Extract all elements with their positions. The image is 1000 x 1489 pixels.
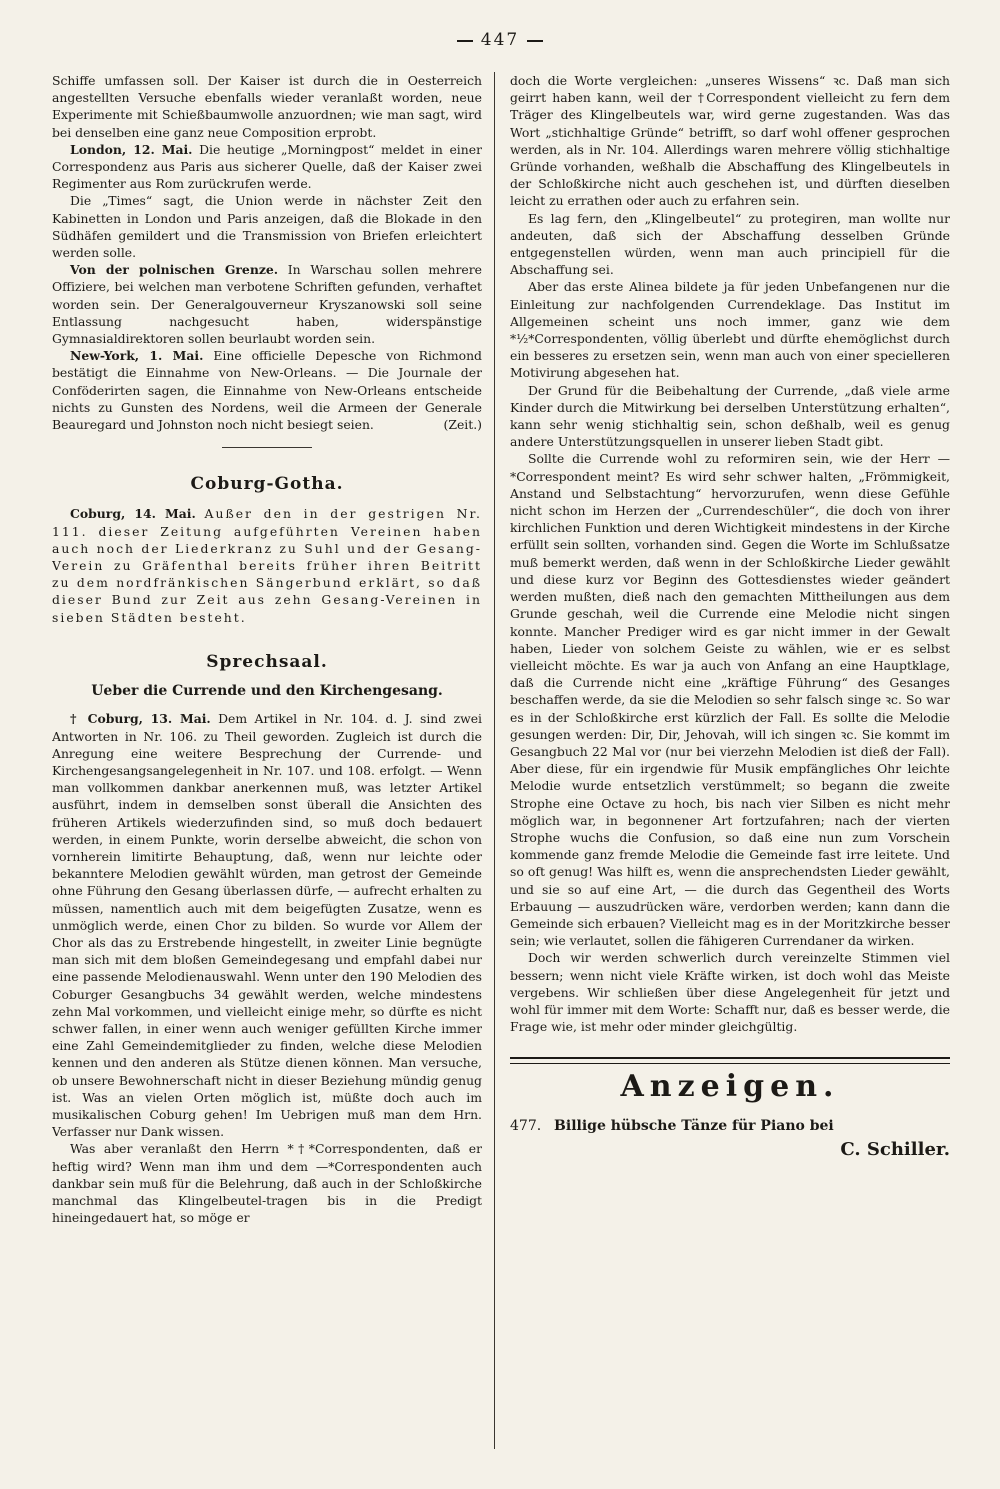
news-text: Die „Times“ sagt, die Union werde in nächster Zeit den Kabinetten in London und Paris anzeigen, daß die Blokade in den Südhäfen gemildert und die Transmission von Briefen erleichtert werden solle. <box>52 193 482 261</box>
news-text: Schiffe umfassen soll. Der Kaiser ist durch die in Oesterreich angestellten Versuche ebenfalls wieder veranlaßt worden, neue Experimente mit Schießbaumwolle anzuordnen; wie man sagt, wird bei denselben eine ganz neue Composition erprobt. <box>52 73 482 140</box>
right-column <box>510 72 950 1449</box>
sprechsaal-paragraph-1 <box>52 1140 482 1226</box>
news-item-1 <box>52 141 482 193</box>
ads-rule-thick <box>510 1057 950 1059</box>
page-number-text: 447 <box>480 30 520 50</box>
page-number-dash-left <box>457 40 473 42</box>
page-number <box>0 30 1000 50</box>
news-text: Die heutige „Morningpost“ meldet in einer Correspondenz aus Paris aus sicherer Quelle, daß der Kaiser zwei Regimenter aus Rom zurückrufen werde. <box>52 141 482 192</box>
news-dateline: Von der polnischen Grenze. <box>70 262 279 278</box>
news-text: In Warschau sollen mehrere Offiziere, bei welchen man verbotene Schriften gefunden, verhaftet worden sein. Der Generalgouverneur Kryszanowski soll seine Entlassung nachgesucht haben, widerspänstige Gymnasialdirektoren sollen beurlaubt worden sein. <box>52 262 482 347</box>
ad-text: Billige hübsche Tänze für Piano bei <box>554 1117 834 1134</box>
sprechsaal-text: Dem Artikel in Nr. 104. d. J. sind zwei Antworten in Nr. 106. zu Theil geworden. Zugleich ist durch die Anregung eine weitere Besprechung der Currende- und Kirchengesangsangelegenheit in Nr. 107. und 108. erfolgt. — Wenn man vollkommen dankbar anerkennen muß, was letzter Artikel ausführt, indem in demselben sonst überall die Ansichten des früheren Artikels wiederzufinden sind, so muß doch bedauert werden, in einem Punkte, worin derselbe abweicht, die schon von vornherein limitirte Behauptung, daß, wenn nur leichte oder bekanntere Melodien gewählt würden, man getrost der Gemeinde ohne Führung den Gesang überlassen dürfe, — aufrecht erhalten zu müssen, namentlich auch mit dem beigefügten Zusatze, wenn es unmöglich werde, einen Chor zu bilden. So wurde vor Allem der Chor als das zu Erstrebende hingestellt, in zweiter Linie begnügte man sich mit dem bloßen Gemeindegesang und empfahl dabei nur eine passende Melodienauswahl. Wenn unter den 190 Melodien des Coburger Gesangbuchs 34 gewählt werden, welche mindestens zehn Mal vorkommen, und vielleicht einige mehr, so dürfte es nicht schwer fallen, in einer wenn auch weniger gefüllten Kirche immer eine Zahl Gemeindemitglieder zu finden, welche diese Melodien kennen und den anderen als Stütze dienen können. Man versuche, ob unsere Bewohnerschaft nicht in dieser Beziehung mündig genug ist. Was an vielen Orten möglich ist, müßte doch auch im musikalischen Coburg gehen! Im Uebrigen muß man dem Hrn. Verfasser nur Dank wissen. <box>52 711 482 1140</box>
ad-number: 477. <box>510 1117 542 1134</box>
page-number-dash-right <box>527 40 543 42</box>
right-paragraph-1: Es lag fern, den „Klingelbeutel“ zu protegiren, man wollte nur andeuten, daß sich der Abschaffung desselben Gründe entgegenstellen würden, wenn man auch principiell für die Abschaffung sei. <box>510 210 950 278</box>
ads-title: Anzeigen. <box>620 1069 840 1105</box>
column-divider <box>494 72 495 1449</box>
coburg-text: Außer den in der gestrigen Nr. 111. dieser Zeitung aufgeführten Vereinen haben auch noch der Liederkranz zu Suhl und der Gesang-Verein zu Gräfenthal bereits früher ihren Beitritt zu dem nordfränkischen Sängerbund erklärt, so daß dieser Bund zur Zeit aus zehn Gesang-Vereinen in sieben Städten besteht. <box>52 506 482 625</box>
coburg-dateline: Coburg, 14. Mai. <box>70 506 196 522</box>
section-title-sprechsaal: Sprechsaal. <box>206 651 328 672</box>
section-divider <box>222 447 312 448</box>
sprechsaal-text: Was aber veranlaßt den Herrn *†*Correspondenten, daß er heftig wird? Wenn man ihm und dem —*Correspondenten auch dankbar sein muß für die Belehrung, daß auch in der Schloßkirche manchmal das Klingelbeutel-tragen bis in die Predigt hineingedauert hat, so möge er <box>52 1141 482 1226</box>
news-source: (Zeit.) <box>443 417 482 433</box>
news-item-3 <box>52 261 482 347</box>
sprechsaal-subtitle: Ueber die Currende und den Kirchengesang. <box>91 683 443 700</box>
right-paragraph-2: Aber das erste Alinea bildete ja für jeden Unbefangenen nur die Einleitung zur nachfolgenden Currendeklage. Das Institut im Allgemeinen scheint uns noch immer, ganz wie dem *½*Correspondenten, völlig überlebt und dürfte ehemöglichst durch ein besseres zu ersetzen sein, wenn man auch von einer specielleren Motivirung abgesehen hat. <box>510 279 950 381</box>
sprechsaal-paragraph-0 <box>52 710 482 1140</box>
ads-rule-thin <box>510 1063 950 1064</box>
right-paragraph-5: Doch wir werden schwerlich durch vereinzelte Stimmen viel bessern; wenn nicht viele Kräfte wirken, ist doch wohl das Meiste vergebens. Wir schließen über diese Angelegenheit für jetzt und wohl für immer mit dem Worte: Schafft nur, daß es besser werde, die Frage wie, ist mehr oder minder gleichgültig. <box>510 950 950 1035</box>
news-dateline: New-York, 1. Mai. <box>70 348 204 364</box>
right-paragraph-4: Sollte die Currende wohl zu reformiren sein, wie der Herr —*Correspondent meint? Es wird sehr schwer halten, „Frömmigkeit, Anstand und Selbstachtung“ hervorzurufen, wenn diese Gefühle nicht schon im Herzen der „Currendeschüler“, die doch von ihrer kirchlichen Funktion und deren Wichtigkeit mindestens in der Kirche erfüllt sein sollten, vorhanden sind. Gegen die Worte im Schlußsatze muß bemerkt werden, daß wenn in der Schloßkirche Lieder gewählt und diese kurz vor Beginn des Gottesdienstes wieder geändert werden mußten, dieß nach den gemachten Mittheilungen aus dem Grunde geschah, weil die Currende eine Melodie nicht singen konnte. Mancher Prediger wird es gar nicht immer in der Gewalt haben, Lieder von solchem Geiste zu wählen, wie er es selbst vielleicht möchte. Es war ja auch von Anfang an eine Hauptklage, daß die Currende nicht eine „kräftige Führung“ des Gesanges beschaffen werde, da sie die Melodien so sehr falsch singe ꝛc. So war es in der Schloßkirche erst kürzlich der Fall. Es sollte die Melodie gesungen werden: Dir, Dir, Jehovah, will ich singen ꝛc. Sie kommt im Gesangbuch 22 Mal vor (nur bei vierzehn Melodien ist dieß der Fall). Aber diese, für ein irgendwie für Musik empfängliches Ohr leichte Melodie wurde entsetzlich verstümmelt; so begann die zweite Strophe eine Octave zu hoch, bis nach vier Silben es nicht mehr möglich war, in begonnener Art fortzufahren; nach der vierten Strophe wuchs die Confusion, so daß eine nun zum Vorschein kommende ganz fremde Melodie die Gemeinde fast irre leitete. Und so oft genug! Was hilft es, wenn die ansprechendsten Lieder gewählt, und sie so auf eine Art, — die durch das Gegentheil des Worts Erbauung — auszudrücken wäre, verdorben werden; kann dann die Gemeinde sich erbauen? Vielleicht mag es in der Moritzkirche besser sein; wie verlautet, sollen die fähigeren Currendaner da wirken. <box>510 451 950 949</box>
coburg-article <box>52 505 482 625</box>
sprechsaal-dateline: † Coburg, 13. Mai. <box>70 711 211 727</box>
ad-item <box>510 1118 950 1135</box>
left-column <box>52 72 482 1449</box>
ad-signature: C. Schiller. <box>840 1138 950 1160</box>
news-item-0 <box>52 72 482 141</box>
section-title-coburg: Coburg-Gotha. <box>190 474 344 495</box>
right-paragraph-0: doch die Worte vergleichen: „unseres Wissens“ ꝛc. Daß man sich geirrt haben kann, weil der †Correspondent vielleicht zu fern dem Träger des Klingelbeutels war, wird gerne zugestanden. Was das Wort „stichhaltige Gründe“ betrifft, so darf wohl offener gesprochen werden, als in Nr. 104. Allerdings waren mehrere völlig stichhaltige Gründe vorhanden, weßhalb die Abschaffung des Klingelbeutels in der Schloßkirche nicht auch geschehen ist, und dürften dieselben leicht zu errathen oder auch zu erfahren sein. <box>510 73 950 209</box>
news-item-2 <box>52 192 482 261</box>
news-item-4 <box>52 347 482 433</box>
right-paragraph-3: Der Grund für die Beibehaltung der Currende, „daß viele arme Kinder durch die Mitwirkung bei derselben Unterstützung erhalten“, kann sehr wenig stichhaltig sein, schon deßhalb, weil es genug andere Unterstützungsquellen in unserer lieben Stadt gibt. <box>510 382 950 450</box>
news-dateline: London, 12. Mai. <box>70 141 193 157</box>
news-text: Eine officielle Depesche von Richmond bestätigt die Einnahme von New-Orleans. — Die Journale der Conföderirten sagen, die Einnahme von New-Orleans entscheide nichts zu Gunsten des Nordens, weil die Armeen der Generale Beauregard und Johnston noch nicht besiegt seien. <box>52 348 482 433</box>
